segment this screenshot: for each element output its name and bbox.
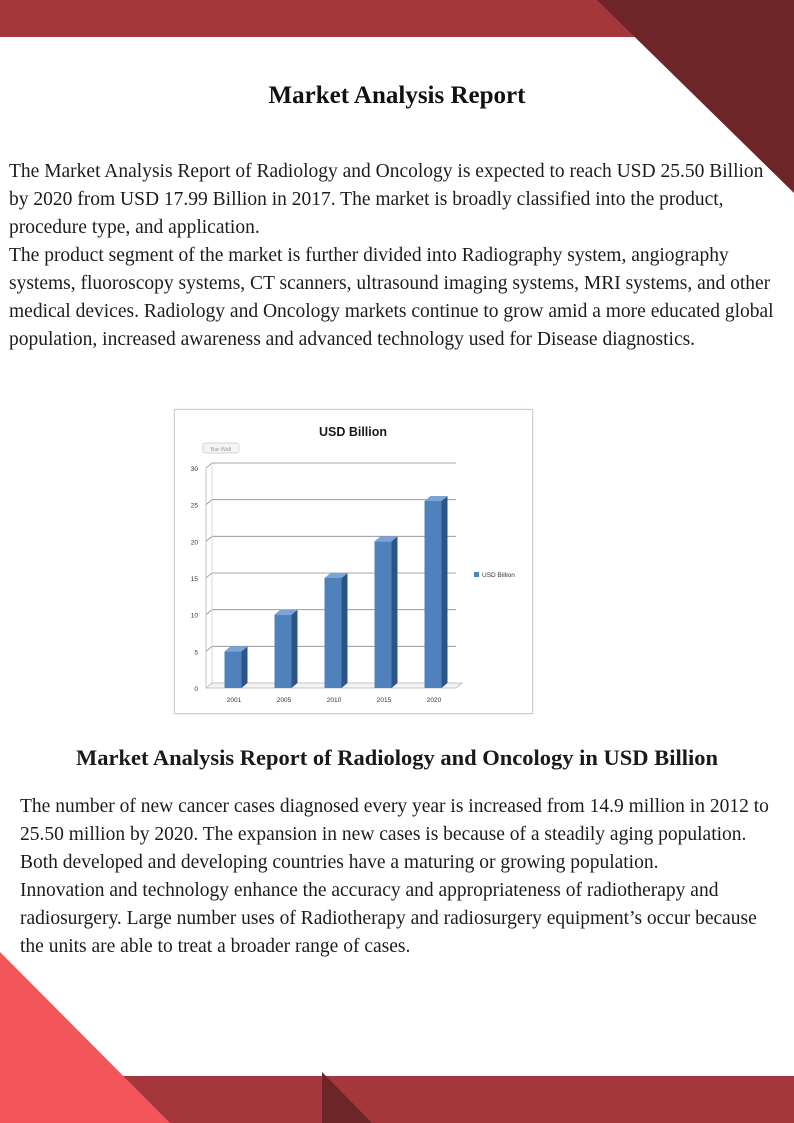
intro-text: [9, 158, 779, 354]
bar-front: [275, 615, 292, 688]
legend-item: [474, 572, 515, 579]
x-tick-label: 2010: [326, 697, 342, 704]
bar: [325, 573, 348, 688]
chart-overlay-label: Bar Wall: [210, 447, 232, 453]
x-tick-label: 2001: [226, 697, 242, 704]
bar: [225, 646, 248, 688]
y-tick-label: 25: [190, 502, 198, 510]
chart-legend: [474, 572, 515, 579]
x-tick-label: 2020: [426, 697, 442, 704]
bar-side: [442, 496, 448, 688]
bar-chart-svg: [175, 410, 532, 713]
y-tick-label: 0: [194, 686, 198, 693]
x-tick-label: 2015: [376, 697, 392, 704]
intro-paragraph-1: The Market Analysis Report of Radiology and Oncology is expected to reach USD 25.50 Billion by 2020 from USD 17.99 Billion in 2017. The market is broadly classified into the product, procedure type, and application.: [9, 161, 764, 238]
gridline: [206, 536, 456, 541]
y-tick-label: 5: [194, 649, 198, 657]
bottom-decoration: [0, 940, 794, 1123]
y-tick-label: 15: [190, 576, 198, 583]
chart-caption: Market Analysis Report of Radiology and Oncology in USD Billion: [76, 745, 718, 770]
bar-chart: [174, 409, 533, 714]
bar: [375, 536, 398, 688]
page-title: Market Analysis Report: [268, 82, 526, 109]
closing-paragraph-2: Innovation and technology enhance the accuracy and appropriateness of radiotherapy and radiosurgery. Large number uses of Radiotherapy and radiosurgery equipment’s occur because the units are able to treat a broader range of cases.: [20, 880, 757, 957]
bar: [275, 610, 298, 688]
bar-front: [325, 578, 342, 688]
bar-side: [292, 610, 298, 688]
closing-paragraph-1: The number of new cancer cases diagnosed every year is increased from 14.9 million in 2012 to 25.50 million by 2020. The expansion in new cases is because of a steadily aging population. Both developed and developing countries have a maturing or growing population.: [20, 796, 769, 873]
intro-paragraph-2: The product segment of the market is further divided into Radiography system, angiography systems, fluoroscopy systems, CT scanners, ultrasound imaging systems, MRI systems, and other medical devices. Radiology and Oncology markets continue to grow amid a more educated global population, increased awareness and advanced technology used for Disease diagnostics.: [9, 245, 774, 350]
bar: [425, 496, 448, 688]
y-tick-label: 30: [190, 466, 198, 473]
y-tick-label: 10: [190, 612, 198, 620]
y-tick-label: 20: [190, 539, 198, 547]
bar-front: [375, 541, 392, 688]
gridline: [206, 463, 456, 468]
bar-front: [225, 651, 242, 688]
chart-title: USD Billion: [318, 425, 388, 439]
legend-swatch: [474, 572, 479, 577]
chart-bars: [225, 496, 448, 688]
gridline: [206, 500, 456, 505]
bar-side: [342, 573, 348, 688]
x-tick-label: 2005: [276, 697, 292, 704]
bar-side: [392, 536, 398, 688]
legend-label: USD Billion: [482, 572, 515, 579]
bar-front: [425, 501, 442, 688]
closing-text: [20, 793, 780, 961]
bar-side: [242, 646, 248, 688]
